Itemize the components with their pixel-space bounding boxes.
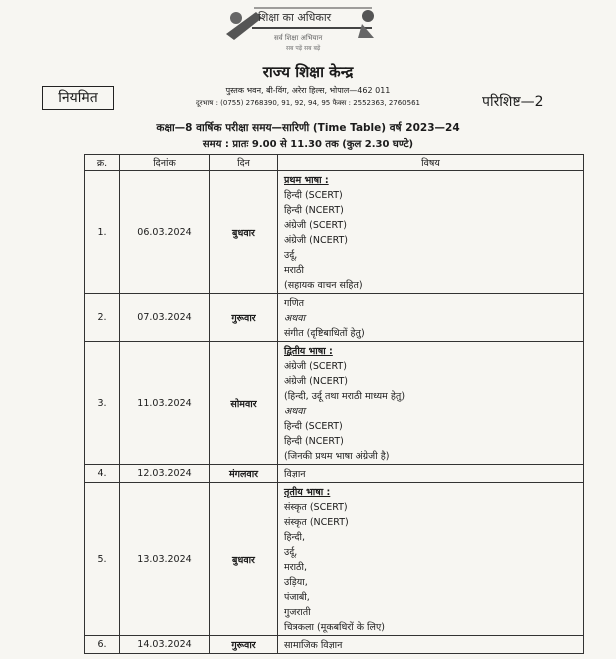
subject-item: मराठी,	[284, 562, 308, 573]
subject-item: हिन्दी (NCERT)	[284, 436, 344, 447]
subject-group-heading: तृतीय भाषा :	[284, 487, 331, 498]
row-subjects	[278, 342, 584, 465]
subject-or-label: अथवा	[284, 313, 306, 324]
column-header-sno: क्र.	[85, 155, 120, 171]
subject-item: हिन्दी,	[284, 532, 305, 543]
subject-item: सामाजिक विज्ञान	[284, 640, 343, 651]
table-header-row	[85, 155, 584, 171]
logo	[222, 4, 382, 56]
table-body	[85, 171, 584, 654]
timetable-table	[84, 154, 584, 654]
regular-badge: नियमित	[42, 86, 114, 110]
logo-subtitle: सर्व शिक्षा अभियान	[274, 34, 323, 42]
organization-phone: दूरभाष : (0755) 2768390, 91, 92, 94, 95 फैक्स : 2552363, 2760561	[195, 99, 420, 107]
subject-item: संगीत (दृष्टिबाधितों हेतु)	[284, 328, 365, 339]
subject-item: विज्ञान	[284, 469, 306, 480]
table-row	[85, 465, 584, 483]
subject-item: अंग्रेजी (SCERT)	[284, 220, 347, 231]
row-subjects	[278, 465, 584, 483]
row-sno: 5.	[85, 483, 120, 636]
row-date: 06.03.2024	[120, 171, 210, 294]
row-date: 14.03.2024	[120, 636, 210, 654]
logo-tagline: सब पढ़ें सब बढ़ें	[286, 45, 321, 52]
subject-item: (हिन्दी, उर्दू तथा मराठी माध्यम हेतु)	[284, 391, 406, 402]
row-day: सोमवार	[210, 342, 278, 465]
table-row	[85, 636, 584, 654]
subject-item: अंग्रेजी (NCERT)	[284, 376, 349, 387]
subject-item: (सहायक वाचन सहित)	[284, 280, 363, 291]
subject-item: संस्कृत (NCERT)	[284, 517, 349, 528]
row-sno: 4.	[85, 465, 120, 483]
row-day: बुधवार	[210, 483, 278, 636]
subject-item: हिन्दी (SCERT)	[284, 190, 343, 201]
subject-item: उड़िया,	[284, 577, 308, 588]
column-header-date: दिनांक	[120, 155, 210, 171]
subject-item: पंजाबी,	[284, 592, 310, 603]
table-row	[85, 294, 584, 342]
subject-or-label: अथवा	[284, 406, 306, 417]
timetable-time: समय : प्रातः 9.00 से 11.30 तक (कुल 2.30 घण्टे)	[202, 139, 414, 150]
row-day: मंगलवार	[210, 465, 278, 483]
table-row	[85, 483, 584, 636]
organization-name: राज्य शिक्षा केन्द्र	[262, 63, 354, 81]
subject-group-heading: द्वितीय भाषा :	[284, 346, 333, 357]
organization-address: पुस्तक भवन, बी-विंग, अरेरा हिल्स, भोपाल—462 011	[225, 86, 391, 95]
row-date: 11.03.2024	[120, 342, 210, 465]
timetable	[84, 154, 584, 654]
row-day: गुरूवार	[210, 294, 278, 342]
subject-group-heading: प्रथम भाषा :	[284, 175, 329, 186]
row-sno: 6.	[85, 636, 120, 654]
row-subjects	[278, 483, 584, 636]
subject-item: मराठी	[284, 265, 305, 276]
subject-item: संस्कृत (SCERT)	[284, 502, 348, 513]
subject-item: हिन्दी (NCERT)	[284, 205, 344, 216]
subject-item: (जिनकी प्रथम भाषा अंग्रेजी है)	[284, 451, 390, 462]
subject-item: अंग्रेजी (NCERT)	[284, 235, 349, 246]
subject-item: उर्दू,	[284, 547, 298, 558]
row-day: गुरूवार	[210, 636, 278, 654]
row-subjects	[278, 171, 584, 294]
row-day: बुधवार	[210, 171, 278, 294]
subject-item: अंग्रेजी (SCERT)	[284, 361, 347, 372]
row-sno: 1.	[85, 171, 120, 294]
column-header-day: दिन	[210, 155, 278, 171]
table-row	[85, 342, 584, 465]
logo-slogan: शिक्षा का अधिकार	[258, 11, 332, 24]
column-header-subject: विषय	[278, 155, 584, 171]
row-sno: 2.	[85, 294, 120, 342]
subject-item: चित्रकला (मूकबधिरों के लिए)	[284, 622, 385, 633]
timetable-title: कक्षा—8 वार्षिक परीक्षा समय—सारिणी (Time Table) वर्ष 2023—24	[156, 122, 460, 134]
subject-item: हिन्दी (SCERT)	[284, 421, 343, 432]
row-date: 13.03.2024	[120, 483, 210, 636]
subject-item: गणित	[284, 298, 305, 309]
subject-item: उर्दू,	[284, 250, 298, 261]
table-row	[85, 171, 584, 294]
row-date: 07.03.2024	[120, 294, 210, 342]
row-subjects	[278, 294, 584, 342]
row-subjects	[278, 636, 584, 654]
row-sno: 3.	[85, 342, 120, 465]
row-date: 12.03.2024	[120, 465, 210, 483]
appendix-label: परिशिष्ट—2	[482, 94, 544, 110]
subject-item: गुजराती	[284, 607, 311, 618]
